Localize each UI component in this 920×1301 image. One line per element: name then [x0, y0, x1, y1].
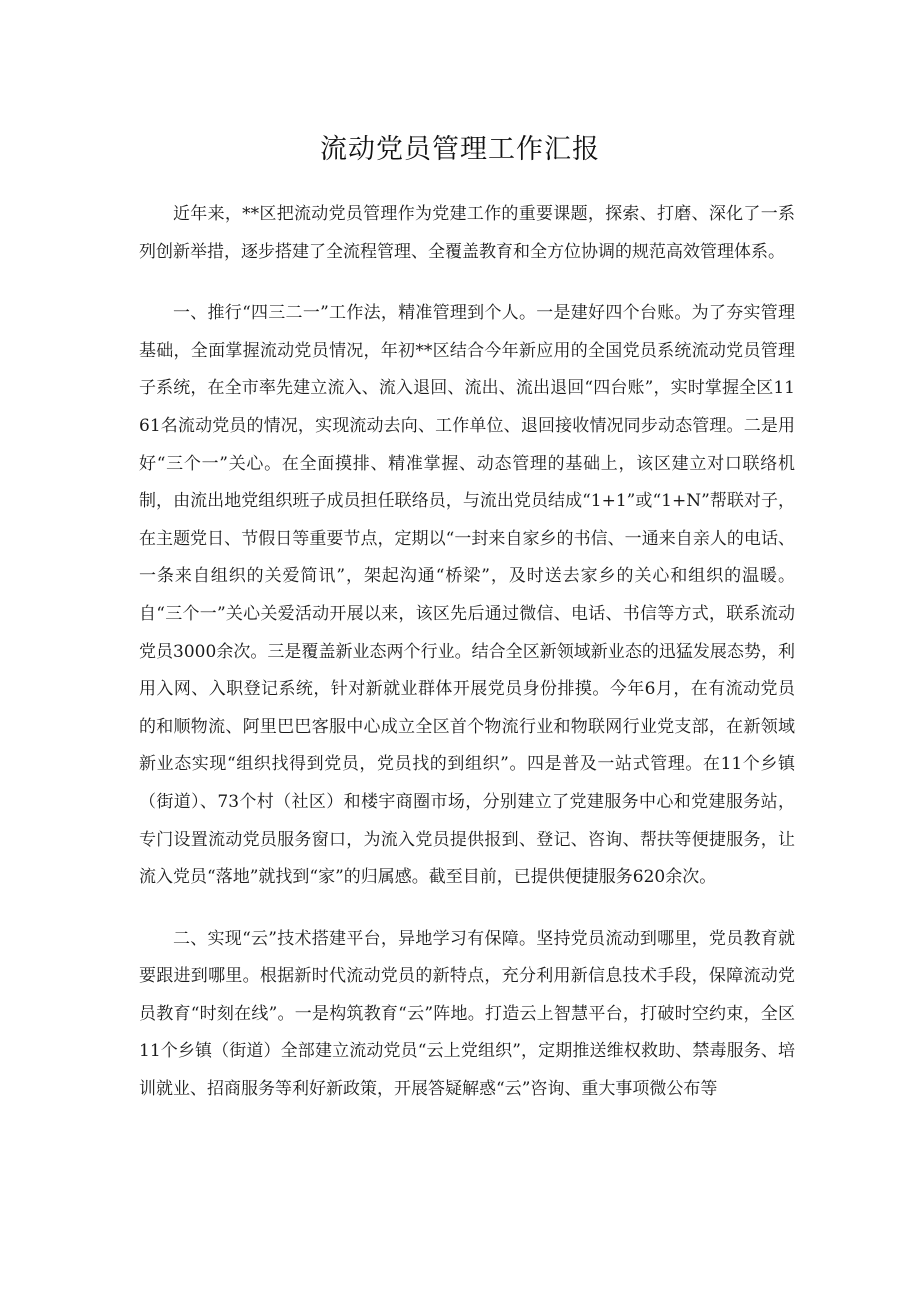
document-body — [139, 196, 795, 1133]
document-title: 流动党员管理工作汇报 — [320, 134, 600, 165]
section-two-paragraph: 二、实现“云”技术搭建平台，异地学习有保障。坚持党员流动到哪里，党员教育就要跟进到哪里。根据新时代流动党员的新特点，充分利用新信息技术手段，保障流动党员教育“时刻在线”。一是构筑教育“云”阵地。打造云上智慧平台，打破时空约束，全区11个乡镇（街道）全部建立流动党员“云上党组织”，定期推送维权救助、禁毒服务、培训就业、招商服务等利好新政策，开展答疑解惑“云”咨询、重大事项微公布等 — [139, 928, 795, 1100]
intro-paragraph: 近年来，**区把流动党员管理作为党建工作的重要课题，探索、打磨、深化了一系列创新举措，逐步搭建了全流程管理、全覆盖教育和全方位协调的规范高效管理体系。 — [139, 204, 795, 262]
section-one-paragraph: 一、推行“四三二一”工作法，精准管理到个人。一是建好四个台账。为了夯实管理基础，全面掌握流动党员情况，年初**区结合今年新应用的全国党员系统流动党员管理子系统，在全市率先建立流入、流入退回、流出、流出退回“四台账”，实时掌握全区1161名流动党员的情况，实现流动去向、工作单位、退回接收情况同步动态管理。二是用好“三个一”关心。在全面摸排、精准掌握、动态管理的基础上，该区建立对口联络机制，由流出地党组织班子成员担任联络员，与流出党员结成“1+1”或“1+N”帮联对子，在主题党日、节假日等重要节点，定期以“一封来自家乡的书信、一通来自亲人的电话、一条来自组织的关爱简讯”，架起沟通“桥梁”，及时送去家乡的关心和组织的温暖。自“三个一”关心关爱活动开展以来，该区先后通过微信、电话、书信等方式，联系流动党员3000余次。三是覆盖新业态两个行业。结合全区新领域新业态的迅猛发展态势，利用入网、入职登记系统，针对新就业群体开展党员身份排摸。今年6月，在有流动党员的和顺物流、阿里巴巴客服中心成立全区首个物流行业和物联网行业党支部，在新领域新业态实现“组织找得到党员，党员找的到组织”。四是普及一站式管理。在11个乡镇（街道）、73个村（社区）和楼宇商圈市场，分别建立了党建服务中心和党建服务站，专门设置流动党员服务窗口，为流入党员提供报到、登记、咨询、帮扶等便捷服务，让流入党员“落地”就找到“家”的归属感。截至目前，已提供便捷服务620余次。 — [139, 303, 795, 888]
